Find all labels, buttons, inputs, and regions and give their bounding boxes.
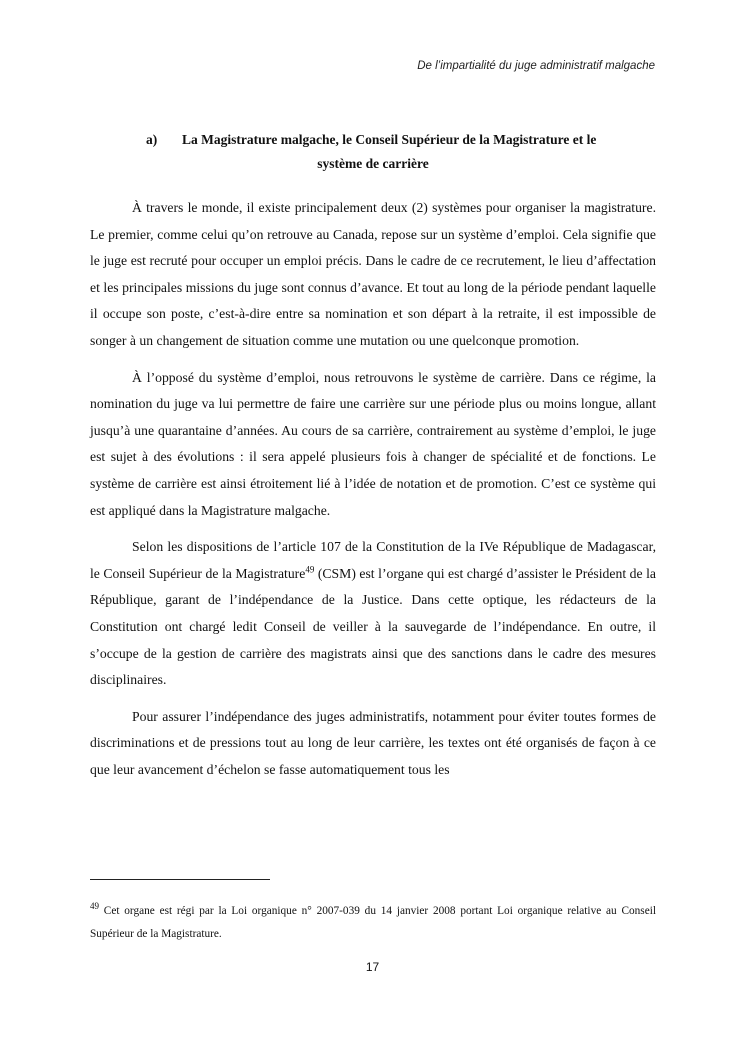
footnote-reference: 49 xyxy=(305,564,315,575)
footnote xyxy=(90,900,656,946)
footnote-text: Cet organe est régi par la Loi organique n° 2007-039 du 14 janvier 2008 portant Loi organique relative au Conseil Supérieur de la Magistrature. xyxy=(90,905,656,940)
paragraph-3-text-end: (CSM) est l’organe qui est chargé d’assister le Président de la République, garant de l’indépendance de la Justice. Dans cette optique, les rédacteurs de la Constitution ont chargé ledit Conseil de veiller à la sauvegarde de l’indépendance. En outre, il s’occupe de la gestion de carrière des magistrats ainsi que des sanctions dans le cadre des mesures disciplinaires. xyxy=(90,565,656,688)
page-number: 17 xyxy=(365,960,380,974)
section-heading-line1 xyxy=(90,128,656,152)
footnote-separator xyxy=(90,879,270,880)
paragraph-3-text-start: Selon les dispositions de l’article 107 de la Constitution de la IVe République de Madagascar, le Conseil Supérieur de la Magistrature xyxy=(90,539,656,581)
paragraph-1: À travers le monde, il existe principalement deux (2) systèmes pour organiser la magistrature. Le premier, comme celui qu’on retrouve au Canada, repose sur un système d’emploi. Cela signifie que le juge est recruté pour occuper un emploi précis. Dans le cadre de ce recrutement, le lieu d’affectation et les principales missions du juge sont connus d’avance. Et tout au long de la période pendant laquelle il occupe son poste, c’est-à-dire entre sa nomination et son départ à la retraite, il est impossible de songer à un changement de situation comme une mutation ou une quelconque promotion. xyxy=(90,200,656,348)
footnote-number: 49 xyxy=(90,901,99,912)
paragraph-2: À l’opposé du système d’emploi, nous retrouvons le système de carrière. Dans ce régime, la nomination du juge va lui permettre de faire une carrière sur une période plus ou moins longue, allant jusqu’à une quarantaine d’années. Au cours de sa carrière, contrairement au système d’emploi, le juge est sujet à des évolutions : il sera appelé plusieurs fois à changer de spécialité et de fonctions. Le système de carrière est ainsi étroitement lié à l’idée de notation et de promotion. C’est ce système qui est appliqué dans la Magistrature malgache. xyxy=(90,369,656,518)
body-text xyxy=(90,195,656,793)
paragraph-4: Pour assurer l’indépendance des juges administratifs, notamment pour éviter toutes formes de discriminations et de pressions tout au long de leur carrière, les textes ont été organisés de façon à ce que leur avancement d’échelon se fasse automatiquement tous les xyxy=(90,708,656,777)
paragraph-3 xyxy=(90,534,656,694)
section-heading-text-1: La Magistrature malgache, le Conseil Supérieur de la Magistrature et le xyxy=(182,132,597,147)
section-heading xyxy=(90,128,656,176)
section-heading-line2: système de carrière xyxy=(317,156,429,171)
section-marker: a) xyxy=(146,132,158,147)
running-header: De l’impartialité du juge administratif malgache xyxy=(417,60,655,72)
